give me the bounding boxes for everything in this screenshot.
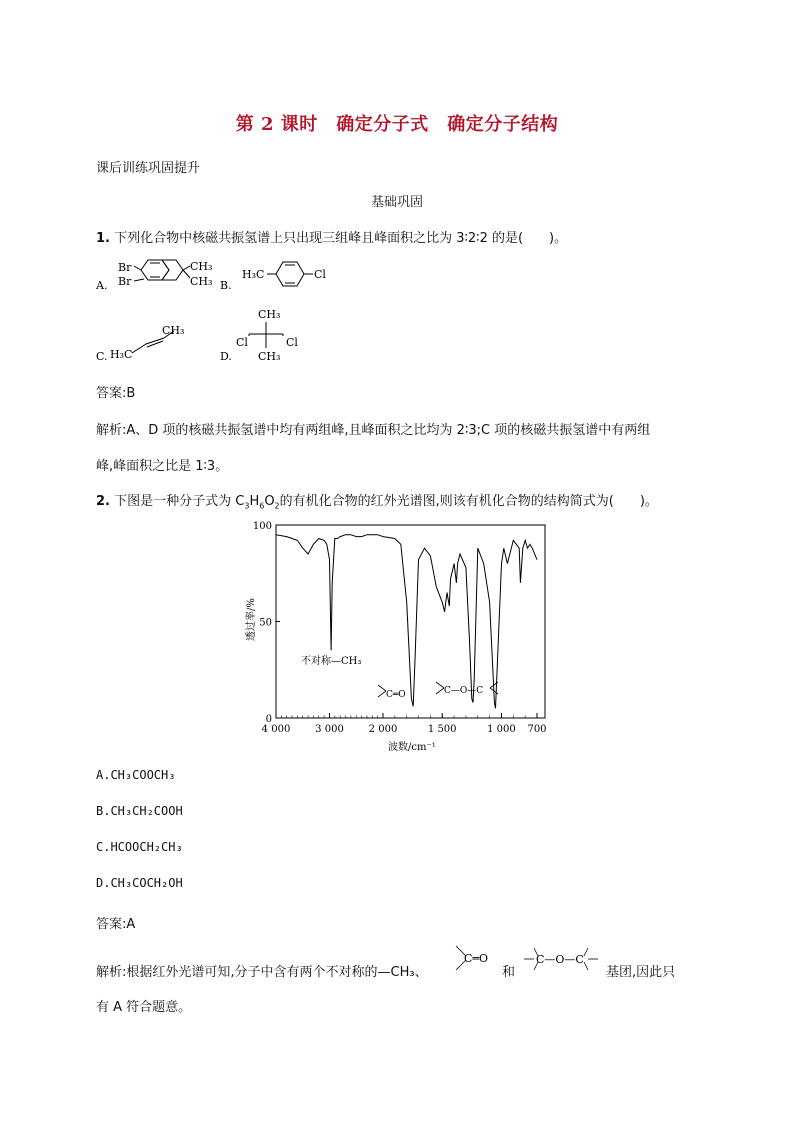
option-d-ch3-bot: CH₃ bbox=[258, 350, 281, 363]
question-2-analysis-pre: 解析:根据红外光谱可知,分子中含有两个不对称的—CH₃、 bbox=[96, 965, 428, 980]
y-tick-label: 50 bbox=[259, 617, 272, 629]
option-a-label: A. bbox=[96, 279, 108, 292]
question-2-analysis-post: 基团,因此只 bbox=[606, 965, 676, 980]
section-heading: 基础巩固 bbox=[370, 195, 423, 210]
subtitle: 课后训练巩固提升 bbox=[96, 161, 201, 176]
option-a-br1: Br bbox=[118, 261, 132, 274]
x-axis-label: 波数/cm⁻¹ bbox=[388, 742, 436, 753]
question-2-answer: 答案:A bbox=[96, 917, 136, 932]
x-tick-label: 700 bbox=[527, 724, 547, 735]
annotation-coc: C—O—C bbox=[444, 686, 484, 696]
question-1-text: 下列化合物中核磁共振氢谱上只出现三组峰且峰面积之比为 3∶2∶2 的是( )。 bbox=[114, 231, 568, 246]
option-b-label: B. bbox=[220, 279, 232, 292]
question-2-text-post: 的有机化合物的红外光谱图,则该有机化合物的结构简式为( )。 bbox=[279, 494, 658, 509]
question-1 bbox=[96, 227, 567, 246]
option-b-label: B. bbox=[96, 804, 111, 818]
x-tick-label: 4 000 bbox=[261, 724, 291, 735]
formula-h: H bbox=[249, 494, 260, 509]
ir-spectrum-chart bbox=[240, 516, 560, 756]
option-a-ch3b: CH₃ bbox=[190, 275, 213, 288]
option-d-ch3-top: CH₃ bbox=[258, 308, 281, 321]
formula-sub-3: 2 bbox=[274, 501, 280, 511]
carbonyl-fragment bbox=[452, 942, 502, 976]
y-axis-label: 透过率/% bbox=[246, 598, 257, 641]
option-b-h3c: H₃C bbox=[242, 268, 265, 281]
y-tick-label: 100 bbox=[252, 521, 272, 532]
formula-o: O bbox=[264, 494, 275, 509]
option-c-formula: HCOOCH₂CH₃ bbox=[110, 840, 183, 854]
option-c-ch3: CH₃ bbox=[162, 324, 185, 337]
question-2 bbox=[96, 490, 658, 509]
option-d-cl2: Cl bbox=[286, 336, 298, 349]
question-2-option-c bbox=[96, 840, 183, 854]
question-2-option-d bbox=[96, 876, 183, 890]
formula-sub-2: 6 bbox=[259, 501, 265, 511]
question-1-answer: 答案:B bbox=[96, 386, 136, 401]
ether-fragment-text: C—O—C bbox=[536, 953, 584, 966]
x-tick-label: 2 000 bbox=[368, 724, 398, 735]
x-tick-label: 1 000 bbox=[487, 724, 516, 735]
option-a-br2: Br bbox=[118, 275, 132, 288]
option-d-formula: CH₃COCH₂OH bbox=[110, 876, 183, 890]
option-b-formula: CH₃CH₂COOH bbox=[110, 804, 183, 818]
question-1-analysis-line2: 峰,峰面积之比是 1∶3。 bbox=[96, 459, 229, 474]
option-d-cl1: Cl bbox=[236, 336, 248, 349]
question-2-number: 2. bbox=[96, 494, 110, 509]
option-a-ch3a: CH₃ bbox=[190, 260, 213, 273]
annotation-co: C═O bbox=[386, 690, 406, 700]
question-2-analysis-line2: 有 A 符合题意。 bbox=[96, 1000, 192, 1015]
question-1-analysis-line1: 解析:A、D 项的核磁共振氢谱中均有两组峰,且峰面积之比均为 2∶3;C 项的核磁共振氢谱中有两组 bbox=[96, 423, 651, 438]
x-tick-label: 3 000 bbox=[315, 724, 344, 735]
question-1-number: 1. bbox=[96, 231, 110, 246]
option-a-ring bbox=[134, 260, 190, 281]
option-c-h3c: H₃C bbox=[110, 348, 133, 361]
option-b-cl: Cl bbox=[314, 268, 326, 281]
x-tick-label: 1 500 bbox=[427, 724, 457, 735]
question-2-analysis-and: 和 bbox=[502, 965, 516, 980]
question-1-structures bbox=[90, 252, 450, 372]
ether-fragment bbox=[522, 942, 602, 976]
carbonyl-fragment-text: C═O bbox=[464, 952, 489, 965]
option-b-ring bbox=[267, 262, 313, 286]
option-a-formula: CH₃COOCH₃ bbox=[110, 768, 176, 782]
formula-sub-1: 3 bbox=[244, 501, 250, 511]
option-a-label: A. bbox=[96, 768, 111, 782]
question-2-option-a bbox=[96, 768, 175, 782]
option-d-label: D. bbox=[96, 876, 111, 890]
option-c-label: C. bbox=[96, 350, 108, 363]
y-tick-label: 0 bbox=[265, 714, 272, 725]
x-axis bbox=[262, 713, 547, 735]
option-d-label: D. bbox=[220, 350, 232, 363]
option-c-label: C. bbox=[96, 840, 111, 854]
annotation-ch3: 不对称—CH₃ bbox=[301, 656, 362, 667]
page-title: 第 2 课时 确定分子式 确定分子结构 bbox=[235, 114, 559, 135]
question-2-option-b bbox=[96, 804, 183, 818]
option-d-skeleton bbox=[249, 322, 283, 348]
question-2-text-pre: 下图是一种分子式为 C bbox=[114, 494, 245, 509]
